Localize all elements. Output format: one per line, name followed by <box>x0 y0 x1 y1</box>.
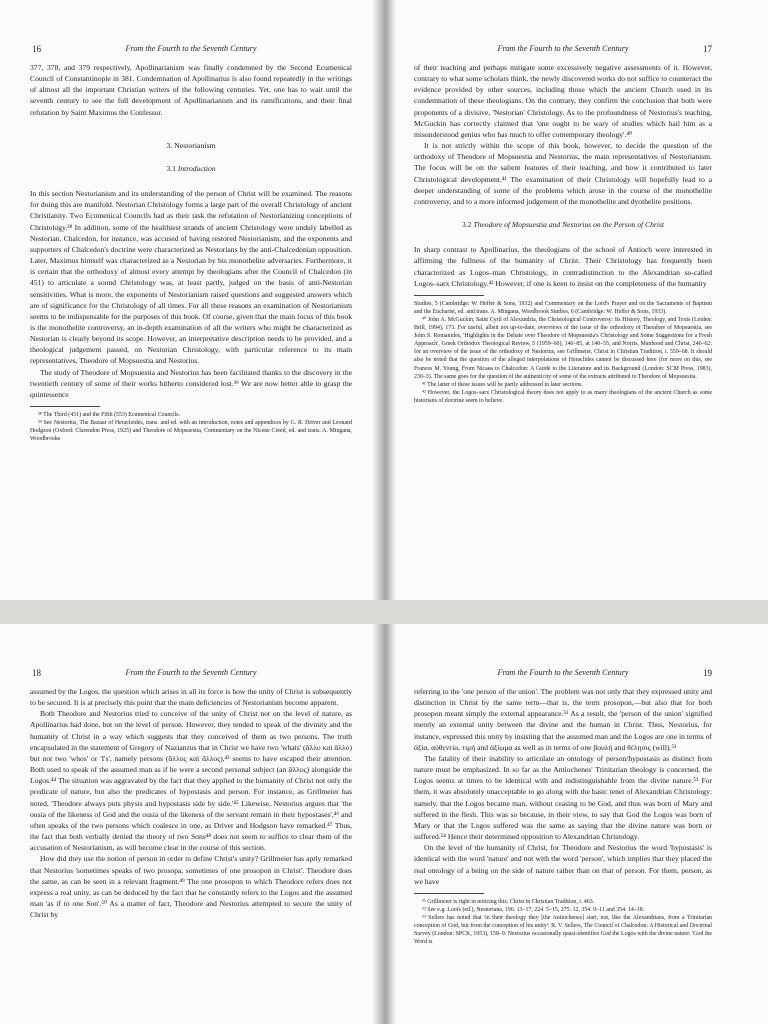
paragraph: On the level of the humanity of Christ, for Theodore and Nestorius the word 'hypostasis' is identical with the word 'nature' and not with the word 'person', which implies that they placed the real ontology of a being on the side of nature rather than on that of person. For them, person, as we have <box>414 843 712 886</box>
page-17 <box>414 0 712 600</box>
paragraph: In this section Nestorianism and its understanding of the person of Christ will be examined. The reasons for doing this are manifold. Nestorian Christology forms a large part of the overall Christology of ancient Christianity. Two Ecumenical Councils had as their task the refutation of Nestorianizing conceptions of Christology.³⁸ In addition, some of the healthiest strands of ancient Christology were unduly labelled as Nestorian. Chalcedon, for instance, was accused of having restored Nestorianism, and the exponents and supporters of Chalcedon's doctrine were characterized as Nestorians by the anti-Chalcedonian opposition. Later, Maximus himself was characterized as a Nestorian by his monothelite adversaries. Furthermore, it is certain that the orthodoxy of almost every attempt by theologians after the Council of Chalcedon (in 451) to articulate a sound Christology was, at least partly, judged on the basis of anti-Nestorian sensitivities. What is more, the exponents of Nestorianism raised questions and suggested answers which are of significance for the Christology of all times. For all these reasons an examination of Nestorianism seems to be indispensable for the purposes of this book. Of course, given that the main focus of this book is the monothelite controversy, an in-depth examination of all the writers who might be characterized as Nestorian is clearly beyond its scope. However, an interpretative description needs to be provided, and a theological judgement passed, on Nestorian Christology, with particular reference to its main representatives, Theodore of Mopsuestia and Nestorius. <box>30 189 352 366</box>
running-head-title: From the Fourth to the Seventh Century <box>125 44 257 53</box>
footnote-rule <box>414 295 484 296</box>
paragraph: The study of Theodore of Mopsuestia and Nestorius has been facilitated thanks to the discovery in the twentieth century of some of their works hitherto considered lost.³⁹ We are now better able to grasp the quintessence <box>30 367 352 399</box>
paragraph: The fatality of their inability to articulate an ontology of person/hypostasis as distinct from nature must be emphasized. In so far as the Antiochenes' Trinitarian theology is concerned, the Logos seems at times to be identical with and indistinguishable from the divine nature.⁵³ For them, it was absolutely unacceptable to go along with the basic tenet of Alexandrian Christology: namely, that the Logos became man, without ceasing to be God, and thus was born of Mary and suffered in the flesh. This was so because, in their view, to say that God the Logos was born of Mary or that the Logos suffered was the same as saying that the divine nature was born or suffered.⁵⁴ Hence their determined opposition to Alexandrian Christology. <box>414 753 712 842</box>
paragraph: It is not strictly within the scope of this book, however, to decide the question of the orthodoxy of Theodore of Mopsuestia and Nestorius, the main representatives of Nestorianism. The focus will be on the salient features of their teaching, and how it contributed to later Christological development.⁴¹ The examination of their Christology will hopefully lead to a deeper understanding of some of the problems which arose in the course of the monothelite controversy, and to a more informed judgement of the monothelite and dyothelite positions. <box>414 141 712 206</box>
page-number: 19 <box>703 668 712 678</box>
page-19 <box>414 624 712 1024</box>
page-16 <box>30 0 352 600</box>
footnote: ⁴¹ The latter of these issues will be partly addressed in later sections. <box>422 381 583 388</box>
bottom-spread <box>0 624 768 1024</box>
page-number: 16 <box>32 44 41 54</box>
footnote: ⁴⁰ John A. McGuckin, Saint Cyril of Alexandria, the Christological Controversy: Its History, Theology, and Texts (Leiden: Brill, 1994), 173. For useful, albeit not up-to-date, overviews of the issue of the orthodoxy of Theodore of Mopsuestia, see John S. Romanides, 'Highlights in the Debate over Theodore of Mopsuestia's Christology and Some Suggestions for a Fresh Approach', Greek Orthodox Theological Review, 5 (1959–60), 140–85, at 140–55, and Norris, Manhood and Christ, 246–62; for an overview of the issue of the orthodoxy of Nestorius, see Grillmeier, Christ in Christian Tradition, i. 559–68. It should also be noted that the question of the alleged interpolations of Heraclides cannot be discussed here (for more on this, see Frances M. Young, From Nicaea to Chalcedon: A Guide to the Literature and its Background (London: SCM Press, 1983), 230–3). The same goes for the question of the authenticity of some of the extracts attributed to Theodore of Mopsuestia. <box>414 317 712 380</box>
running-head <box>30 668 352 686</box>
spread-separator <box>0 600 768 624</box>
subsection-heading <box>30 163 352 174</box>
running-head <box>414 44 712 62</box>
body-text <box>414 686 712 887</box>
paragraph: of their teaching and perhaps mitigate some excessively negative assessments of it. However, contrary to what some scholars think, the newly discovered works do not suffice to counteract the evidence provided by other sources, including those which the ancient Church used in its condemnation of these theologians. On the contrary, they confirm the conclusion that both were proponents of a divisive, 'Nestorian' Christology. As to the profoundness of Nestorius's teaching, McGuckin has correctly claimed that 'one ought to be wary of studies which hail him as a misunderstood genius who has much to offer contemporary theology'.⁴⁰ <box>414 63 712 139</box>
page-18 <box>30 624 352 1024</box>
running-head-title: From the Fourth to the Seventh Century <box>497 44 629 53</box>
footnote: Studies, 5 (Cambridge: W. Heffer & Sons, 1932) and Commentary on the Lord's Prayer and on the Sacraments of Baptism and the Eucharist, ed. and trans. A. Mingana, Woodbrook Studies, 6 (Cambridge: W. Heffer & Sons, 1933). <box>414 300 712 315</box>
body-text <box>414 62 712 289</box>
subsection-number: 3.2 <box>461 220 472 230</box>
subsection-title: Theodore of Mopsuestia and Nestorius on the Person of Christ <box>473 220 665 230</box>
footnote: ⁵³ Sellers has noted that 'in their theology they [the Antiochenes] start, not, like the Alexandrians, from a Trinitarian conception of God, but from the conception of his unity': R. V. Sellers, The Council of Chalcedon: A Historical and Doctrinal Survey (London: SPCK, 1953), 158–9. Nestorius occasionally quasi-identifies God the Logos with the divine nature: 'God the Word is <box>414 915 712 946</box>
footnote: ⁵² See e.g. Loofs (ed.), Nestoriana, 196. 13–17, 224. 5–15, 275. 12, 354. 9–11 and 354. 14–18. <box>422 906 645 913</box>
body-text <box>30 686 352 920</box>
section-heading: 3. Nestorianism <box>166 140 216 150</box>
page-number: 18 <box>32 668 41 678</box>
body-text <box>30 62 352 400</box>
footnote: ³⁸ The Third (431) and the Fifth (553) Ecumenical Councils. <box>38 412 181 419</box>
running-head <box>414 668 712 686</box>
paragraph: How did they use the notion of person in order to define Christ's unity? Grillmeier has aptly remarked that Nestorius 'sometimes speaks of two prosopa, sometimes of one prosopon in Christ'. Theodore does the same, as can be seen in a relevant fragment.⁴⁹ The one prosopon to which Theodore refers does not express a real unity, as can be deduced by the fact that he constantly refers to the Logos and the assumed man 'as if to one Son'.⁵⁰ As a matter of fact, Theodore and Nestorius attempted to secure the unity of Christ by <box>30 854 352 920</box>
subsection-title: Introduction <box>177 163 216 173</box>
gutter-shadow <box>372 624 396 1024</box>
footnotes <box>414 898 712 947</box>
footnote: ⁵¹ Grillmeier is right in noticing this: Christ in Christian Tradition, i. 463. <box>422 898 595 905</box>
paragraph: referring to the 'one person of the union'. The problem was not only that they expressed unity and distinction in Christ by the same term—that is, the term prosopon,—but also that for both prosopon meant simply the external appearance.⁵¹ As a result, the 'person of the union' signified merely an external unity between the divine and the human in Christ. Thus, Nestorius, for instance, expressed this unity by insisting that the assumed man and the Logos are one in terms of ἀξία, αὐθεντία, τιμή and ἀξίωμα as well as in terms of one βουλή and θέλησις (will).⁵³ <box>414 687 712 752</box>
footnote: ⁴² However, the Logos–sarx Christological theory does not apply to as many theologians of the ancient Church as some historians of doctrine seem to believe. <box>414 389 712 404</box>
footnote-rule <box>414 893 484 894</box>
running-head-title: From the Fourth to the Seventh Century <box>125 668 257 677</box>
page-number: 17 <box>703 44 712 54</box>
gutter-shadow <box>372 0 396 600</box>
footnote: ³⁹ See Nestorius, The Bazaar of Heracleides, trans. and ed. with an introduction, notes and appendices by G. R. Driver and Leonard Hodgson (Oxford: Clarendon Press, 1925) and Theodore of Mopsuestia, Commentary on the Nicene Creed, ed. and trans. A. Mingana, Woodbrooke <box>30 420 352 443</box>
footnotes <box>30 411 352 443</box>
running-head <box>30 44 352 62</box>
paragraph: 377, 378, and 379 respectively, Apollinarianism was finally condemned by the Second Ecumenical Council of Constantinople in 381. Condemnation of Apollinarius is also found repeatedly in the writings of almost all the important Christian writers of the following centuries. Yet, one has to wait until the seventh century to see the full development of Apollinarianism and its ramifications, and their final refutation by Saint Maximus the Confessor. <box>30 63 352 117</box>
subsection-number: 3.1 <box>166 163 176 173</box>
subsection-heading <box>414 219 712 230</box>
footnote-rule <box>30 406 100 407</box>
paragraph: assumed by the Logos, the question which arises in all its force is how the unity of Christ is subsequently to be secured. It is at precisely this point that the main deficiencies of Nestorianism become apparent. <box>30 687 352 708</box>
running-head-title: From the Fourth to the Seventh Century <box>497 668 629 677</box>
footnotes <box>414 300 712 405</box>
paragraph: Both Theodore and Nestorius tried to conceive of the unity of Christ not on the level of nature, as Apollinarius had done, but on the level of person. However, they tended to speak of the divinity and the humanity of Christ in a way which suggests that they conceived of them as two persons. The truth encapsulated in the statement of Gregory of Nazianzus that in Christ we have two 'whats' (ἄλλο καὶ ἄλλο) but not two 'whos' or 'I's', namely persons (ἄλλος καὶ ἄλλος),⁴³ seems to have escaped their attention. Both used to speak of the assumed man as if he were a second personal subject (an ἄλλος) alongside the Logos.⁴⁴ The situation was aggravated by the fact that they applied to the humanity of Christ not only the predicate of nature, but also the predicates of hypostasis and person. For instance, as Grillmeier has noted, 'Theodore always puts physis and hypostasis side by side.'⁴⁵ Likewise, Nestorius argues that 'the ousia of the likeness of God and the ousia of the likeness of the servant remain in their hypostases',⁴⁶ and often speaks of the two persons which coalesce in one, as Driver and Hodgson have remarked.⁴⁷ Thus, the fact that both verbally denied the theory of two Sons⁴⁸ does not seem to suffice to clear them of the accusation of Nestorianism, as will become clear in the course of this section. <box>30 709 352 853</box>
paragraph: In sharp contrast to Apollinarius, the theologians of the school of Antioch were interested in affirming the fullness of the humanity of Christ. Their Christology has frequently been characterized as Logos–man Christology, in contradistinction to the Alexandrian so-called Logos–sarx Christology.⁴² However, if one is keen to insist on the completeness of the humanity <box>414 245 712 288</box>
